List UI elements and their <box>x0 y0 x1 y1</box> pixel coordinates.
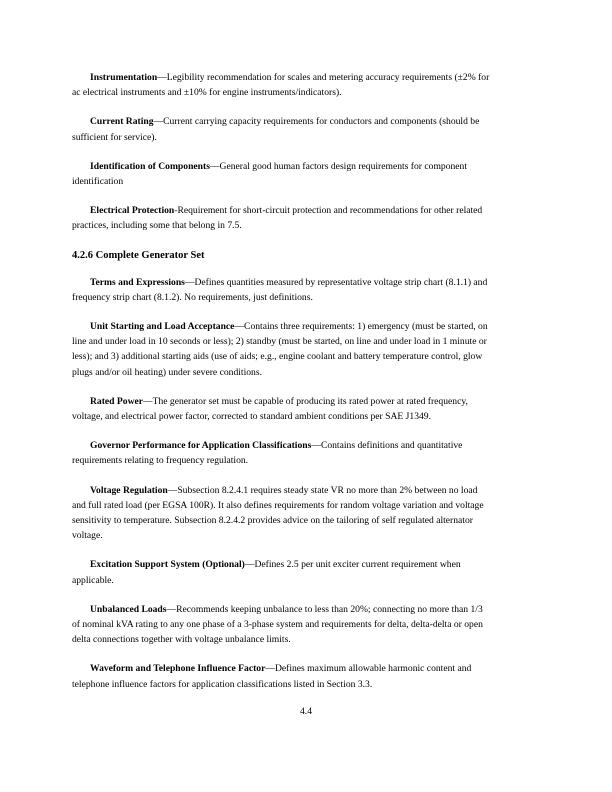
paragraph-electrical-protection: Electrical Protection-Requirement for short-circuit protection and recommendations for other related practices, including some that belong in 7.5. <box>72 205 483 232</box>
term-current-rating: Current Rating <box>90 116 154 128</box>
text-waveform: Defines maximum allowable harmonic content and telephone influence factors for application classifications listed in Section 3.3. <box>72 663 472 690</box>
page-number: 4.4 <box>300 706 312 717</box>
text-voltage-regulation: Subsection 8.2.4.1 requires steady state VR no more than 2% between no load and full rated load (per EGSA 100R). It also defines requirements for random voltage variation and voltage sensitivity to temperature. Subsection 8.2.4.2 provides advice on the tailoring of self regulated alternator voltage. <box>72 484 484 542</box>
term-waveform: Waveform and Telephone Influence Factor <box>90 663 266 675</box>
text-governor: Contains definitions and quantitative requirements relating to frequency regulation. <box>72 440 463 467</box>
term-unit-starting: Unit Starting and Load Acceptance <box>90 321 235 333</box>
paragraph-unit-starting: Unit Starting and Load Acceptance—Contains three requirements: 1) emergency (must be started, on line and under load in 10 seconds or less); 2) standby (must be started, on line and under load in 1 minute or less); and 3) additional starting aids (use of aids; e.g., engine coolant and battery temperature control, glow plugs and/or oil heating) under severe conditions. <box>72 321 488 378</box>
section-heading: 4.2.6 Complete Generator Set <box>72 249 205 261</box>
paragraph-rated-power: Rated Power—The generator set must be capable of producing its rated power at rated frequency, voltage, and electrical power factor, corrected to standard ambient conditions per SAE J1349. <box>72 395 468 423</box>
paragraph-identification: Identification of Components—General good human factors design requirements for component identification <box>72 160 468 188</box>
term-instrumentation: Instrumentation <box>90 72 158 83</box>
term-unbalanced-loads: Unbalanced Loads <box>90 603 167 615</box>
term-excitation: Excitation Support System (Optional) <box>90 559 245 571</box>
text-electrical-protection: Requirement for short-circuit protection and recommendations for other related practices, including some that belong in 7.5. <box>72 205 483 232</box>
text-current-rating: Current carrying capacity requirements for conductors and components (should be sufficient for service). <box>72 116 480 143</box>
term-rated-power: Rated Power <box>90 395 144 407</box>
text-instrumentation: Legibility recommendation for scales and metering accuracy requirements (±2% for ac electrical instruments and ±10% for engine instruments/indicators). <box>72 72 490 99</box>
paragraph-waveform: Waveform and Telephone Influence Factor—Defines maximum allowable harmonic content and telephone influence factors for application classifications listed in Section 3.3. <box>72 663 472 690</box>
paragraph-instrumentation: Instrumentation—Legibility recommendation for scales and metering accuracy requirements (±2% for ac electrical instruments and ±10% for engine instruments/indicators). <box>72 72 490 99</box>
term-governor: Governor Performance for Application Classifications <box>90 440 312 452</box>
text-unbalanced-loads: Recommends keeping unbalance to less than 20%; connecting no more than 1/3 of nominal kVA rating to any one phase of a 3-phase system and requirements for delta, delta-delta or open delta connections together with voltage unbalance limits. <box>72 603 483 646</box>
paragraph-governor: Governor Performance for Application Classifications—Contains definitions and quantitative requirements relating to frequency regulation. <box>72 440 463 467</box>
paragraph-current-rating: Current Rating—Current carrying capacity requirements for conductors and components (should be sufficient for service). <box>72 116 480 143</box>
term-terms: Terms and Expressions <box>90 276 185 288</box>
term-identification: Identification of Components <box>90 160 210 172</box>
term-electrical-protection: Electrical Protection <box>90 205 175 217</box>
text-unit-starting: Contains three requirements: 1) emergency (must be started, on line and under load in 10 seconds or less); 2) standby (must be started, on line and under load in 1 minute or less); and 3) additional starting aids (use of aids; e.g., engine coolant and battery temperature control, glow plugs and/or oil heating) under severe conditions. <box>72 321 488 378</box>
page-body <box>72 70 492 706</box>
paragraph-terms: Terms and Expressions—Defines quantities measured by representative voltage strip chart (8.1.1) and frequency strip chart (8.1.2). No requirements, just definitions. <box>72 276 488 303</box>
text-identification: General good human factors design requirements for component identification <box>72 160 468 188</box>
text-terms: Defines quantities measured by representative voltage strip chart (8.1.1) and frequency strip chart (8.1.2). No requirements, just definitions. <box>72 276 488 303</box>
paragraph-voltage-regulation: Voltage Regulation—Subsection 8.2.4.1 requires steady state VR no more than 2% between no load and full rated load (per EGSA 100R). It also defines requirements for random voltage variation and voltage sensitivity to temperature. Subsection 8.2.4.2 provides advice on the tailoring of self regulated alternator voltage. <box>72 484 484 542</box>
paragraph-excitation: Excitation Support System (Optional)—Defines 2.5 per unit exciter current requirement when applicable. <box>72 559 461 586</box>
text-excitation: Defines 2.5 per unit exciter current requirement when applicable. <box>72 559 461 586</box>
text-rated-power: The generator set must be capable of producing its rated power at rated frequency, voltage, and electrical power factor, corrected to standard ambient conditions per SAE J1349. <box>72 395 468 423</box>
term-voltage-regulation: Voltage Regulation <box>90 484 168 496</box>
paragraph-unbalanced-loads: Unbalanced Loads—Recommends keeping unbalance to less than 20%; connecting no more than 1/3 of nominal kVA rating to any one phase of a 3-phase system and requirements for delta, delta-delta or open delta connections together with voltage unbalance limits. <box>72 603 483 646</box>
